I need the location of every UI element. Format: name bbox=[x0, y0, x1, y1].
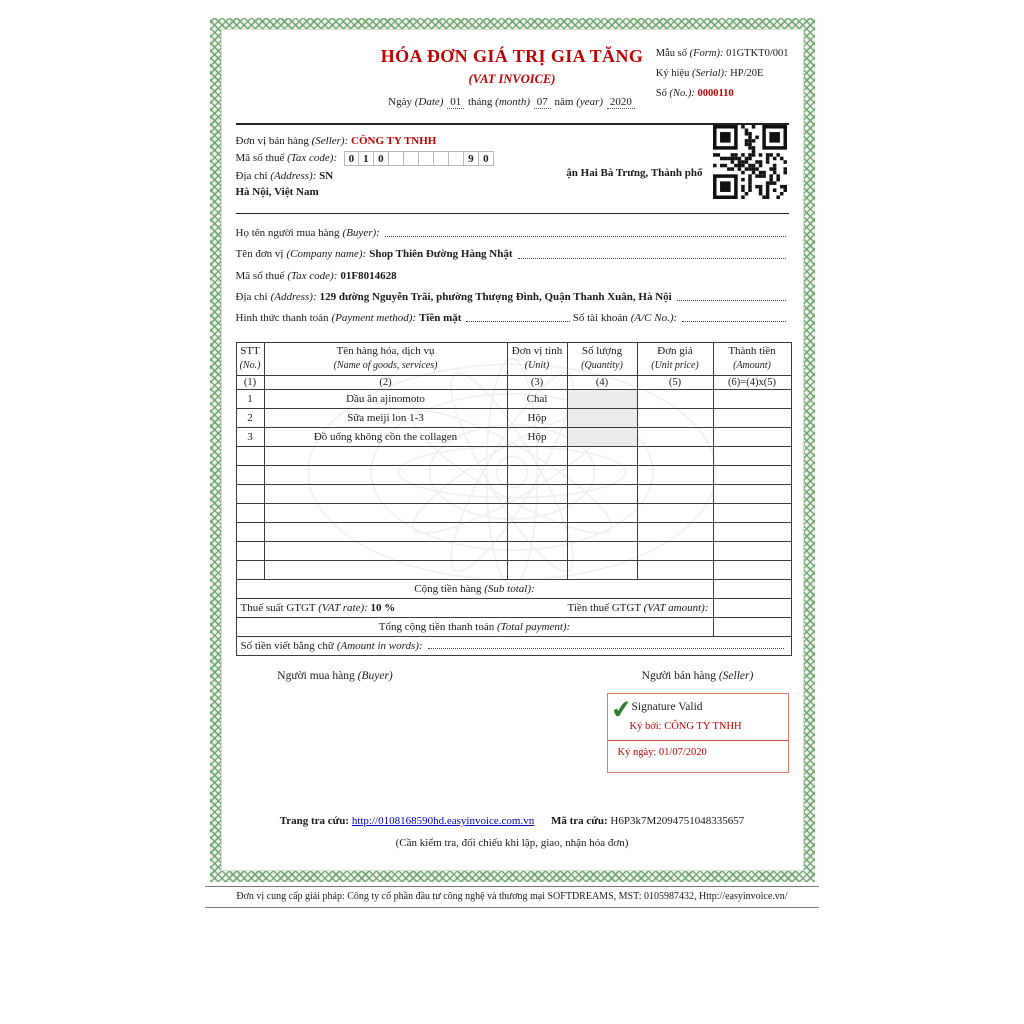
invoice-footer bbox=[236, 815, 789, 849]
date-day-value: 01 bbox=[447, 96, 464, 109]
dotted-leader bbox=[682, 321, 785, 322]
qr-code-graphic bbox=[713, 125, 787, 199]
buyer-tax-label-en: (Tax code): bbox=[287, 269, 338, 282]
total-row bbox=[236, 617, 791, 636]
empty-row bbox=[236, 541, 791, 560]
seller-name: CÔNG TY TNHH bbox=[351, 135, 437, 147]
item-name: Dầu ăn ajinomoto bbox=[264, 389, 507, 408]
vat-row bbox=[236, 598, 791, 617]
col-header-unit-price: Đơn giá (Unit price) bbox=[637, 343, 713, 376]
seller-section bbox=[236, 125, 789, 213]
seller-label: Đơn vị bán hàng bbox=[235, 135, 309, 147]
col-header-name: Tên hàng hóa, dịch vụ (Name of goods, services) bbox=[264, 343, 507, 376]
buyer-address-row bbox=[236, 290, 789, 304]
invoice-subtitle: (VAT INVOICE) bbox=[468, 72, 556, 86]
date-word-month-en: (month) bbox=[495, 96, 530, 108]
seller-name-row bbox=[236, 135, 789, 147]
buyer-tax-value: 01F8014628 bbox=[340, 269, 397, 282]
date-word-year: năm bbox=[554, 96, 574, 108]
serial-row bbox=[656, 68, 789, 79]
lookup-code-label: Mã tra cứu: bbox=[550, 814, 608, 827]
item-unit: Chai bbox=[507, 389, 567, 408]
vat-label-cell bbox=[236, 598, 713, 617]
seller-signature-title-row bbox=[607, 670, 789, 682]
invoice-number-label-en: (No.): bbox=[669, 88, 695, 99]
date-word-year-en: (year) bbox=[576, 96, 604, 108]
dotted-leader bbox=[466, 321, 569, 322]
item-unit-price bbox=[637, 427, 713, 446]
checkmark-icon: ✔ bbox=[609, 693, 633, 726]
form-value: 01GTKT0/001 bbox=[726, 48, 789, 59]
account-label: Số tài khoản bbox=[572, 312, 628, 325]
buyer-tax-label: Mã số thuế bbox=[235, 269, 285, 282]
seller-tax-label-en: (Tax code): bbox=[287, 152, 338, 165]
total-label-en: (Total payment): bbox=[497, 620, 571, 633]
item-amount bbox=[713, 408, 791, 427]
buyer-label-en: (Buyer): bbox=[342, 227, 380, 239]
serial-value: HP/20E bbox=[730, 68, 764, 79]
invoice-number-label: Số bbox=[655, 88, 667, 99]
seller-signature-title: Người bán hàng bbox=[641, 669, 716, 682]
payment-label: Hình thức thanh toán bbox=[235, 312, 329, 325]
item-quantity bbox=[567, 389, 637, 408]
invoice-number-value: 0000110 bbox=[697, 88, 734, 99]
date-month-value: 07 bbox=[534, 96, 551, 109]
col-header-quantity: Số lượng (Quantity) bbox=[567, 343, 637, 376]
tax-digit-cell bbox=[419, 151, 434, 166]
subtotal-label: Cộng tiền hàng bbox=[414, 582, 482, 595]
amount-words-label-en: (Amount in words): bbox=[336, 639, 423, 652]
signature-valid-text: Signature Valid bbox=[631, 700, 703, 713]
date-word-month: tháng bbox=[467, 96, 493, 108]
empty-row bbox=[236, 484, 791, 503]
date-word-day-en: (Date) bbox=[414, 96, 444, 108]
company-label: Tên đơn vị bbox=[235, 248, 284, 261]
item-unit-price bbox=[637, 408, 713, 427]
empty-row bbox=[236, 465, 791, 484]
item-quantity bbox=[567, 427, 637, 446]
seller-address-value: SN bbox=[319, 170, 334, 182]
item-name: Sữa meiji lon 1-3 bbox=[264, 408, 507, 427]
total-label-cell bbox=[236, 617, 713, 636]
form-number-row bbox=[656, 48, 789, 59]
form-label: Mẫu số bbox=[655, 48, 687, 59]
payment-label-en: (Payment method): bbox=[331, 312, 417, 325]
invoice-header bbox=[236, 46, 789, 108]
buyer-signature-title-en: (Buyer) bbox=[357, 669, 393, 682]
seller-address-line2: Hà Nội, Việt Nam bbox=[235, 186, 319, 198]
buyer-name-row bbox=[236, 226, 789, 240]
seller-tax-row bbox=[236, 151, 789, 166]
subtotal-label-en: (Sub total): bbox=[484, 582, 535, 595]
tax-digit-cell: 0 bbox=[344, 151, 359, 166]
item-unit-price bbox=[637, 389, 713, 408]
signature-divider bbox=[608, 740, 788, 741]
seller-address-row bbox=[236, 170, 789, 182]
dotted-leader bbox=[428, 648, 784, 649]
subtotal-row bbox=[236, 579, 791, 598]
tax-digit-cell bbox=[434, 151, 449, 166]
signed-date-text: Ký ngày: 01/07/2020 bbox=[617, 746, 707, 758]
subtotal-amount bbox=[713, 579, 791, 598]
payment-method-row bbox=[236, 311, 789, 325]
vat-rate-value: 10 % bbox=[370, 601, 396, 614]
payment-value: Tiền mặt bbox=[419, 312, 462, 325]
date-year-value: 2020 bbox=[607, 96, 635, 109]
invoice-sheet bbox=[221, 29, 804, 871]
item-row bbox=[236, 408, 791, 427]
signature-section bbox=[236, 670, 789, 773]
tax-digit-cell bbox=[389, 151, 404, 166]
item-no: 1 bbox=[236, 389, 264, 408]
vat-amount-label: Tiền thuế GTGT bbox=[567, 601, 641, 614]
buyer-signature-title: Người mua hàng bbox=[277, 669, 355, 682]
item-name: Đồ uống không cồn the collagen bbox=[264, 427, 507, 446]
item-amount bbox=[713, 427, 791, 446]
qr-code bbox=[713, 125, 787, 199]
buyer-address-value: 129 đường Nguyễn Trãi, phường Thượng Đình, Quận Thanh Xuân, Hà Nội bbox=[319, 290, 672, 303]
total-label: Tổng cộng tiền thanh toán bbox=[378, 620, 495, 633]
amount-in-words-cell bbox=[236, 636, 791, 655]
tax-digit-cell: 0 bbox=[374, 151, 389, 166]
company-label-en: (Company name): bbox=[286, 248, 367, 261]
seller-tax-label: Mã số thuế bbox=[235, 152, 285, 165]
buyer-address-label: Địa chỉ bbox=[235, 290, 268, 303]
buyer-company-row bbox=[236, 247, 789, 261]
empty-row bbox=[236, 446, 791, 465]
seller-signature-area bbox=[435, 670, 789, 773]
verification-note: (Cần kiểm tra, đối chiếu khi lập, giao, nhận hóa đơn) bbox=[395, 836, 629, 849]
subtotal-label-cell bbox=[236, 579, 713, 598]
total-amount bbox=[713, 617, 791, 636]
lookup-url-link[interactable]: http://0108168590hd.easyinvoice.com.vn bbox=[351, 814, 535, 827]
dotted-leader bbox=[518, 258, 786, 259]
column-index-row: (1) (2) (3) (4) (5) (6)=(4)x(5) bbox=[236, 375, 791, 389]
buyer-section bbox=[236, 214, 789, 339]
date-word-day: Ngày bbox=[388, 96, 412, 108]
empty-row bbox=[236, 560, 791, 579]
invoice-title: HÓA ĐƠN GIÁ TRỊ GIA TĂNG bbox=[380, 46, 644, 66]
col-header-stt: STT (No.) bbox=[236, 343, 264, 376]
form-label-en: (Form): bbox=[689, 48, 724, 59]
tax-digit-cell bbox=[404, 151, 419, 166]
seller-address-fragment: ận Hai Bà Trưng, Thành phố bbox=[566, 167, 703, 179]
col-header-amount: Thành tiền (Amount) bbox=[713, 343, 791, 376]
decorative-green-border bbox=[210, 18, 815, 882]
buyer-signature-area bbox=[236, 670, 435, 773]
seller-signature-title-en: (Seller) bbox=[718, 669, 754, 682]
seller-address-label: Địa chỉ bbox=[235, 170, 268, 182]
signed-by-text: Ký bởi: CÔNG TY TNHH bbox=[629, 720, 742, 732]
buyer-tax-row bbox=[236, 269, 789, 283]
seller-address-label-en: (Address): bbox=[270, 170, 317, 182]
invoice-number-row bbox=[656, 88, 789, 99]
item-row bbox=[236, 427, 791, 446]
col-header-unit: Đơn vị tính (Unit) bbox=[507, 343, 567, 376]
item-amount bbox=[713, 389, 791, 408]
vat-rate-label-en: (VAT rate): bbox=[318, 601, 368, 614]
serial-label: Ký hiệu bbox=[655, 68, 690, 79]
item-no: 3 bbox=[236, 427, 264, 446]
company-value: Shop Thiên Đường Hàng Nhật bbox=[369, 248, 513, 261]
item-unit: Hộp bbox=[507, 408, 567, 427]
tax-code-digit-grid bbox=[344, 151, 494, 166]
item-unit: Hộp bbox=[507, 427, 567, 446]
solution-provider-line: Đơn vị cung cấp giải pháp: Công ty cổ phần đầu tư công nghệ và thương mại SOFTDREAMS, MST: 0105987432, Http://easyinvoice.vn/ bbox=[205, 886, 819, 908]
lookup-label: Trang tra cứu: bbox=[279, 814, 350, 827]
dotted-leader bbox=[385, 236, 786, 237]
item-row bbox=[236, 389, 791, 408]
item-quantity bbox=[567, 408, 637, 427]
table-header-row bbox=[236, 343, 791, 376]
serial-label-en: (Serial): bbox=[691, 68, 728, 79]
amount-words-label: Số tiền viết bằng chữ bbox=[240, 639, 334, 652]
item-no: 2 bbox=[236, 408, 264, 427]
items-table bbox=[236, 342, 792, 656]
buyer-label: Họ tên người mua hàng bbox=[235, 227, 340, 239]
digital-signature-box bbox=[607, 693, 789, 773]
seller-label-en: (Seller): bbox=[311, 135, 349, 147]
vat-amount bbox=[713, 598, 791, 617]
tax-digit-cell: 1 bbox=[359, 151, 374, 166]
tax-digit-cell bbox=[449, 151, 464, 166]
buyer-address-label-en: (Address): bbox=[270, 290, 317, 303]
tax-digit-cell: 9 bbox=[464, 151, 479, 166]
invoice-meta bbox=[656, 48, 789, 108]
vat-amount-label-en: (VAT amount): bbox=[643, 601, 709, 614]
empty-row bbox=[236, 503, 791, 522]
empty-row bbox=[236, 522, 791, 541]
lookup-code-value: H6P3k7M2094751048335657 bbox=[610, 814, 745, 827]
dotted-leader bbox=[677, 300, 786, 301]
account-label-en: (A/C No.): bbox=[630, 312, 678, 325]
lookup-row bbox=[236, 815, 789, 827]
vat-rate-label: Thuế suất GTGT bbox=[240, 601, 316, 614]
amount-in-words-row bbox=[236, 636, 791, 655]
tax-digit-cell: 0 bbox=[479, 151, 494, 166]
